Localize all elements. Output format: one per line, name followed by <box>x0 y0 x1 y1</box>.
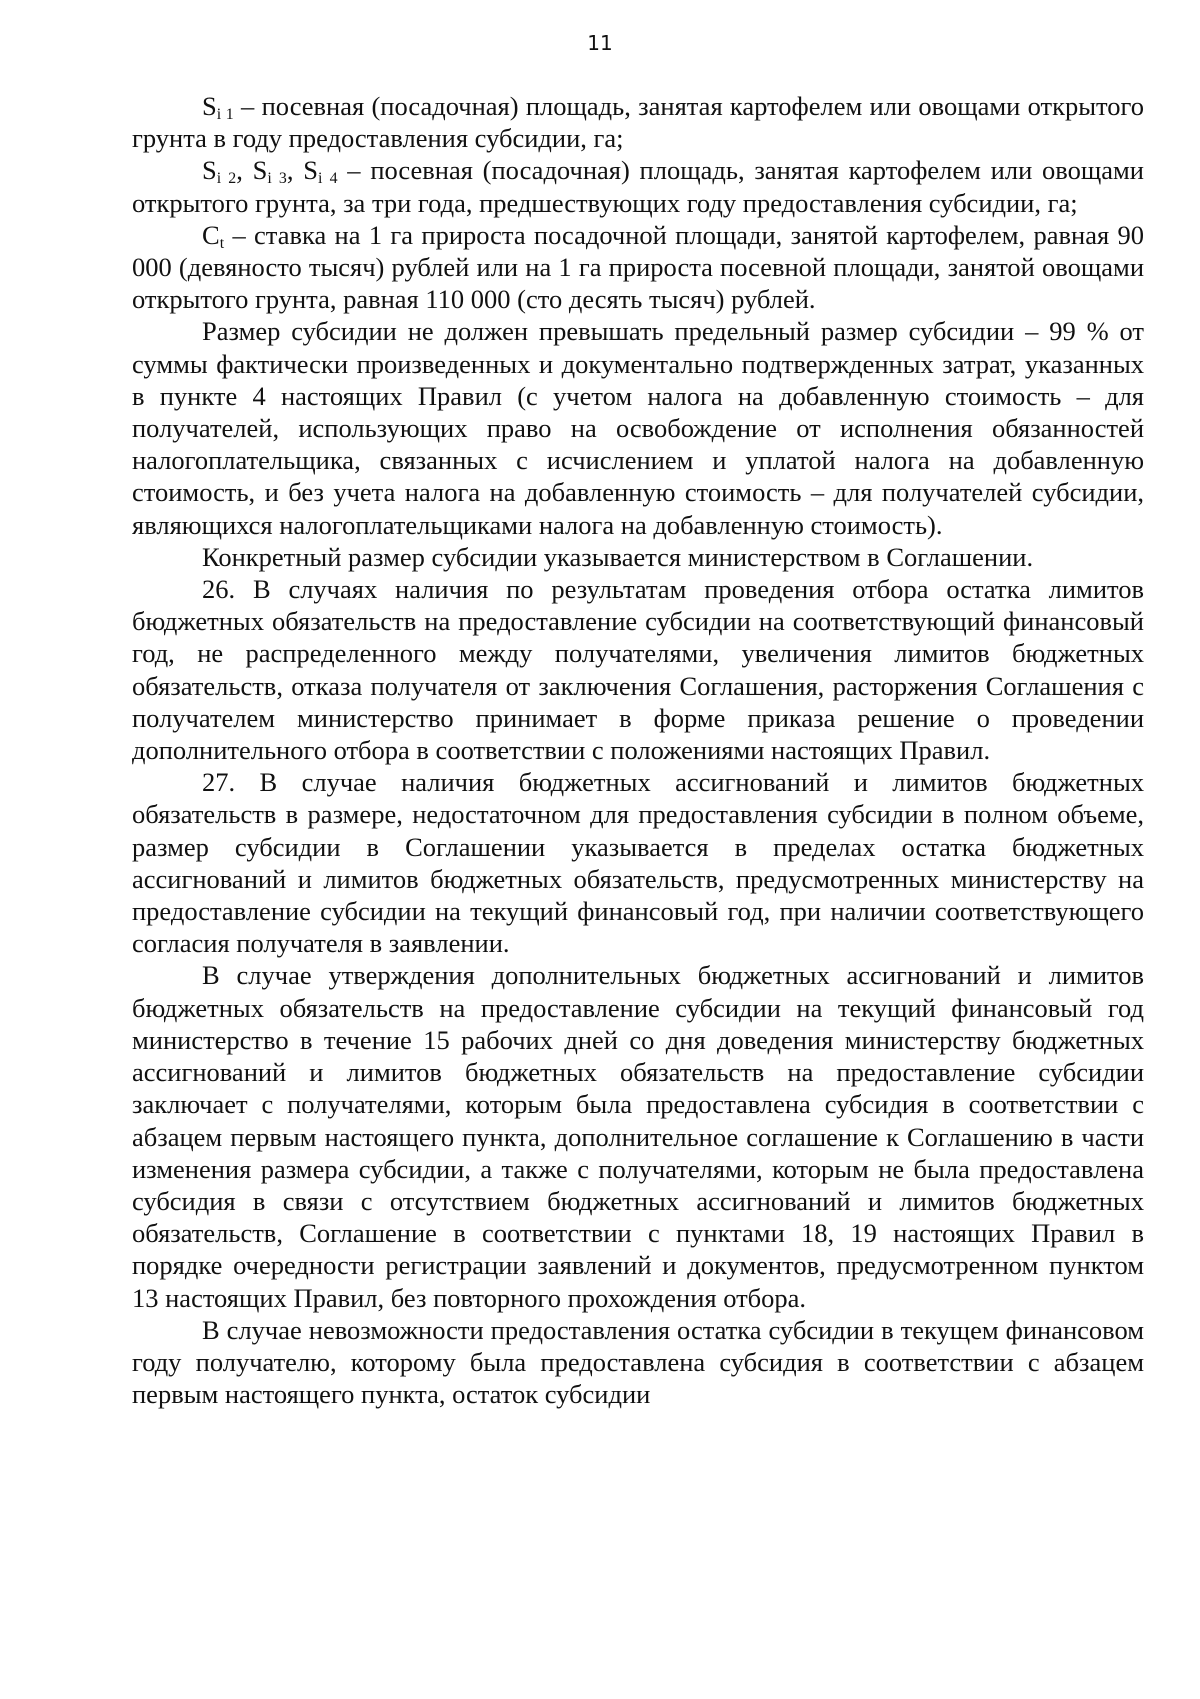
definition-text: – посевная (посадочная) площадь, занятая картофелем или овощами открытого грунта в году предоставления субсидии, га; <box>132 91 1144 154</box>
definition-ct <box>132 219 1144 316</box>
page-number: 11 <box>587 31 613 55</box>
symbol-s: S <box>202 91 217 121</box>
subscript: t <box>219 234 225 252</box>
paragraph-subsidy-amount: Конкретный размер субсидии указывается министерством в Соглашении. <box>202 541 1034 572</box>
symbol-c: C <box>202 219 220 250</box>
paragraph-additional-appropriations: В случае утверждения дополнительных бюджетных ассигнований и лимитов бюджетных обязательств на предоставление субсидии на текущий финансовый год министерство в течение 15 рабочих дней со дня доведения министерству бюджетных ассигнований и лимитов бюджетных обязательств на предоставление субсидии заключает с получателями, которым была предоставлена субсидия в соответствии с абзацем первым настоящего пункта, дополнительное соглашение к Соглашению в части изменения размера субсидии, а также с получателями, которым не была предоставлена субсидия в связи с отсутствием бюджетных ассигнований и лимитов бюджетных обязательств, Соглашение в соответствии с пунктами 18, 19 настоящих Правил в порядке очередности регистрации заявлений и документов, предусмотренном пунктом 13 настоящих Правил, без повторного прохождения отбора. <box>132 960 1144 1313</box>
subscript: i 2 <box>216 170 237 188</box>
subscript: i 4 <box>318 170 338 188</box>
paragraph-subsidy-limit: Размер субсидии не должен превышать предельный размер субсидии – 99 % от суммы фактически произведенных и документально подтвержденных затрат, указанных в пункте 4 настоящих Правил (с учетом налога на добавленную стоимость – для получателей, использующих право на освобождение от исполнения обязанностей налогоплательщика, связанных с исчислением и уплатой налога на добавленную стоимость, и без учета налога на добавленную стоимость – для получателей субсидии, являющихся налогоплательщиками налога на добавленную стоимость). <box>132 316 1144 540</box>
separator: , <box>286 155 304 186</box>
paragraph-27: 27. В случае наличия бюджетных ассигнований и лимитов бюджетных обязательств в размере, недостаточном для предоставления субсидии в полном объеме, размер субсидии в Соглашении указывается в пределах остатка бюджетных ассигнований и лимитов бюджетных обязательств, предусмотренных министерству на предоставление субсидии на текущий финансовый год, при наличии соответствующего согласия получателя в заявлении. <box>132 767 1144 959</box>
definition-text: – посевная (посадочная) площадь, занятая картофелем или овощами открытого грунта, за три года, предшествующих году предоставления субсидии, га; <box>132 155 1144 218</box>
definition-text: – ставка на 1 га прироста посадочной площади, занятой картофелем, равная 90 000 (девяносто тысяч) рублей или на 1 га прироста посевной площади, занятой овощами открытого грунта, равная 110 000 (сто десять тысяч) рублей. <box>132 219 1144 315</box>
symbol-s: S <box>202 155 217 186</box>
subscript: i 3 <box>267 170 287 188</box>
separator: , <box>236 155 253 186</box>
document-body <box>132 90 1144 1410</box>
symbol-s: S <box>252 155 268 186</box>
definition-si1 <box>132 90 1144 154</box>
paragraph-26: 26. В случаях наличия по результатам проведения отбора остатка лимитов бюджетных обязательств на предоставление субсидии на соответствующий финансовый год, не распределенного между получателями, увеличения лимитов бюджетных обязательств, отказа получателя от заключения Соглашения, расторжения Соглашения с получателем министерство принимает в форме приказа решение о проведении дополнительного отбора в соответствии с положениями настоящих Правил. <box>132 574 1144 766</box>
definition-si2-si4 <box>132 154 1144 218</box>
symbol-s: S <box>303 155 319 186</box>
subscript: i 1 <box>216 105 234 123</box>
paragraph-remainder-impossible: В случае невозможности предоставления остатка субсидии в текущем финансовом году получателю, которому была предоставлена субсидия в соответствии с абзацем первым настоящего пункта, остаток субсидии <box>132 1314 1144 1410</box>
